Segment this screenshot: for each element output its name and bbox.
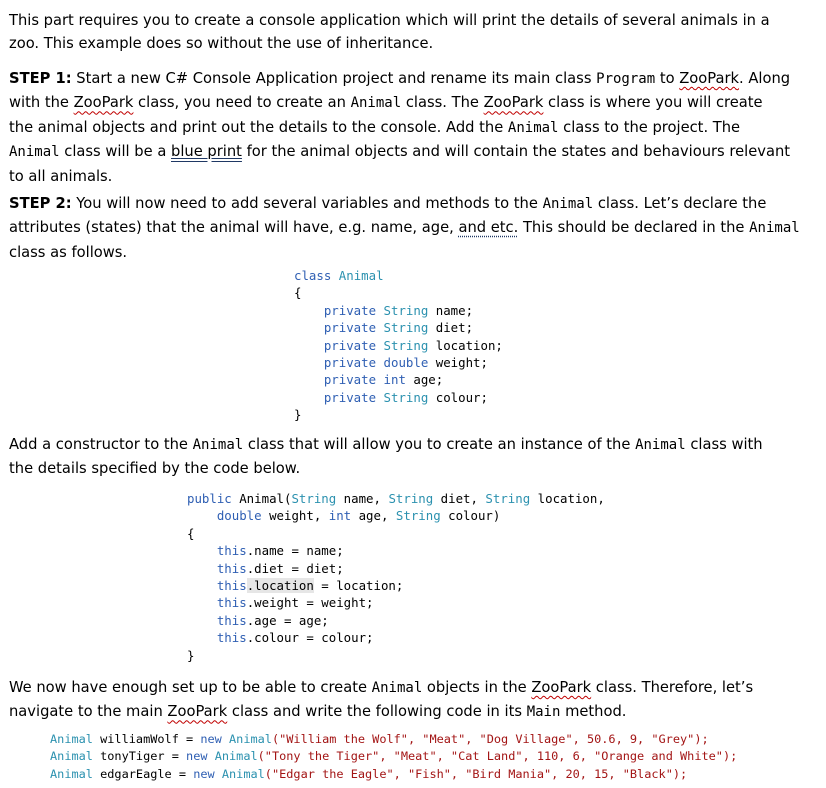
- code-program: Program: [596, 71, 656, 87]
- zoopark-word: ZooPark: [73, 94, 134, 112]
- code-param: location,: [530, 491, 605, 506]
- code-param: diet,: [433, 491, 486, 506]
- zoopark-word: ZooPark: [531, 679, 592, 696]
- code-type: Animal: [50, 732, 93, 746]
- code-type: Animal: [50, 749, 93, 764]
- code-keyword: new: [193, 766, 215, 781]
- step2-text: class as follows.: [9, 243, 128, 261]
- step2-paragraph: [9, 192, 809, 264]
- code-param: colour): [440, 508, 501, 524]
- intro-line-2: zoo. This example does so without the use of inheritance.: [9, 35, 434, 53]
- code-var: edgarEagle =: [92, 766, 194, 781]
- code-param: name,: [336, 491, 389, 506]
- code-type: String: [485, 491, 531, 506]
- code-args: ("William the Wolf", "Meat", "Dog Village", 50.6, 9, "Grey");: [271, 732, 709, 746]
- code-animal: Animal: [371, 680, 423, 696]
- code-text: = colour;: [298, 630, 374, 646]
- code-field: location;: [428, 337, 503, 353]
- ctor-text: class with: [685, 436, 763, 453]
- code-animal: Animal: [350, 95, 402, 112]
- code-type: Animal: [221, 766, 265, 781]
- code-field: .diet: [246, 560, 284, 576]
- code-type: Animal: [229, 732, 272, 746]
- step1-text: the animal objects and print out the details to the console. Add the: [9, 118, 508, 136]
- code-keyword: this: [216, 630, 247, 646]
- step1-text: to all animals.: [9, 167, 113, 185]
- code-field: .name: [246, 543, 284, 559]
- step1-label: STEP 1:: [9, 70, 72, 87]
- code-type: String: [291, 491, 337, 506]
- code-field: name;: [428, 302, 474, 318]
- code-text: Animal(: [231, 491, 292, 506]
- code-type: int: [383, 372, 406, 388]
- code-text: = name;: [284, 543, 344, 559]
- code-keyword: int: [328, 508, 352, 524]
- code-type: String: [383, 337, 429, 353]
- step1-text: class to the project. The: [558, 118, 741, 136]
- code-param: weight,: [261, 508, 329, 524]
- code-type: String: [388, 491, 434, 506]
- zoopark-word: ZooPark: [483, 94, 544, 112]
- step2-label: STEP 2:: [9, 195, 72, 212]
- step2-text: You will now need to add several variables and methods to the: [71, 195, 543, 212]
- code-animal: Animal: [192, 437, 244, 453]
- ctor-text: the details specified by the code below.: [9, 460, 301, 478]
- main-text: class and write the following code in its: [227, 703, 527, 721]
- intro-line-1: This part requires you to create a console application which will print the details of several animals in a: [9, 12, 770, 29]
- code-keyword: private: [323, 372, 377, 388]
- code-type: String: [383, 302, 429, 318]
- zoopark-word: ZooPark: [679, 70, 740, 87]
- code-keyword: this: [216, 560, 247, 576]
- code-field-highlighted: .location: [246, 578, 314, 594]
- code-type: String: [395, 508, 441, 524]
- code-var: williamWolf =: [92, 732, 201, 746]
- code-keyword: private: [323, 337, 377, 353]
- code-text: = location;: [313, 578, 404, 594]
- step2-text: attributes (states) that the animal will have, e.g. name, age,: [9, 219, 459, 237]
- main-paragraph: [9, 676, 809, 725]
- ctor-text: Add a constructor to the: [9, 436, 193, 453]
- code-keyword: class: [294, 268, 332, 283]
- main-text: We now have enough set up to be able to create: [9, 679, 372, 696]
- step1-text: to: [655, 70, 680, 87]
- step1-text: . Along: [739, 70, 791, 87]
- code-keyword: new: [200, 732, 222, 746]
- code-field: colour;: [428, 389, 488, 405]
- class-code-block: [294, 267, 503, 424]
- main-text: class. Therefore, let’s: [591, 679, 754, 696]
- code-brace: }: [187, 647, 195, 663]
- code-var: tonyTiger =: [92, 749, 187, 764]
- step1-text: class, you need to create an: [133, 94, 351, 112]
- main-code-block: [50, 731, 737, 783]
- main-text: objects in the: [422, 679, 532, 696]
- step1-text: class is where you will create: [543, 94, 763, 112]
- code-animal: Animal: [9, 144, 60, 161]
- step1-text: class. The: [401, 94, 484, 112]
- step1-paragraph: [9, 67, 809, 188]
- code-type: String: [383, 320, 429, 336]
- ctor-code-block: [187, 490, 605, 664]
- code-keyword: this: [216, 543, 247, 559]
- step1-text: with the: [9, 94, 74, 112]
- code-type: Animal: [214, 749, 258, 764]
- step2-text: class. Let’s declare the: [593, 195, 767, 212]
- code-animal: Animal: [542, 196, 594, 212]
- code-text: = diet;: [284, 560, 344, 576]
- code-field: diet;: [428, 320, 474, 336]
- step1-text: Start a new C# Console Application project and rename its main class: [71, 70, 597, 87]
- code-keyword: this: [216, 595, 247, 611]
- code-args: ("Tony the Tiger", "Meat", "Cat Land", 110, 6, "Orange and White");: [257, 749, 738, 764]
- code-keyword: private: [323, 320, 377, 336]
- code-keyword: this: [216, 612, 247, 628]
- code-text: = age;: [276, 612, 329, 628]
- code-keyword: public: [187, 491, 232, 506]
- code-field: weight;: [428, 355, 488, 371]
- code-type: double: [383, 355, 429, 371]
- code-animal: Animal: [635, 437, 686, 453]
- code-main: Main: [526, 704, 561, 721]
- code-brace: }: [294, 407, 302, 423]
- code-type: String: [383, 389, 429, 405]
- and-etc-word: and etc.: [458, 219, 519, 237]
- code-text: = weight;: [298, 595, 374, 611]
- intro-paragraph: [9, 9, 809, 56]
- code-field: age;: [405, 372, 444, 388]
- zoopark-word: ZooPark: [167, 703, 228, 721]
- code-animal: Animal: [749, 220, 800, 237]
- code-keyword: private: [323, 355, 377, 371]
- code-type: Animal: [338, 268, 384, 283]
- code-param: age,: [351, 508, 396, 524]
- code-args: ("Edgar the Eagle", "Fish", "Bird Mania", 20, 15, "Black");: [264, 766, 688, 781]
- code-keyword: private: [323, 302, 377, 318]
- ctor-text: class that will allow you to create an instance of the: [243, 436, 636, 453]
- code-animal: Animal: [507, 119, 559, 136]
- ctor-paragraph: [9, 433, 809, 481]
- blueprint-word: blue print: [171, 143, 242, 161]
- code-keyword: this: [216, 578, 247, 594]
- code-type: Animal: [50, 766, 93, 781]
- code-field: .age: [246, 612, 277, 628]
- main-text: method.: [560, 703, 627, 721]
- code-brace: {: [294, 285, 302, 301]
- code-brace: {: [187, 525, 195, 541]
- step1-text: for the animal objects and will contain the states and behaviours relevant: [241, 143, 791, 161]
- code-field: .colour: [246, 630, 299, 646]
- code-keyword: private: [323, 389, 377, 405]
- code-keyword: new: [186, 749, 208, 764]
- step2-text: This should be declared in the: [518, 219, 750, 237]
- main-text: navigate to the main: [9, 703, 168, 721]
- code-keyword: double: [216, 508, 262, 524]
- code-field: .weight: [246, 595, 299, 611]
- step1-text: class will be a: [59, 143, 171, 161]
